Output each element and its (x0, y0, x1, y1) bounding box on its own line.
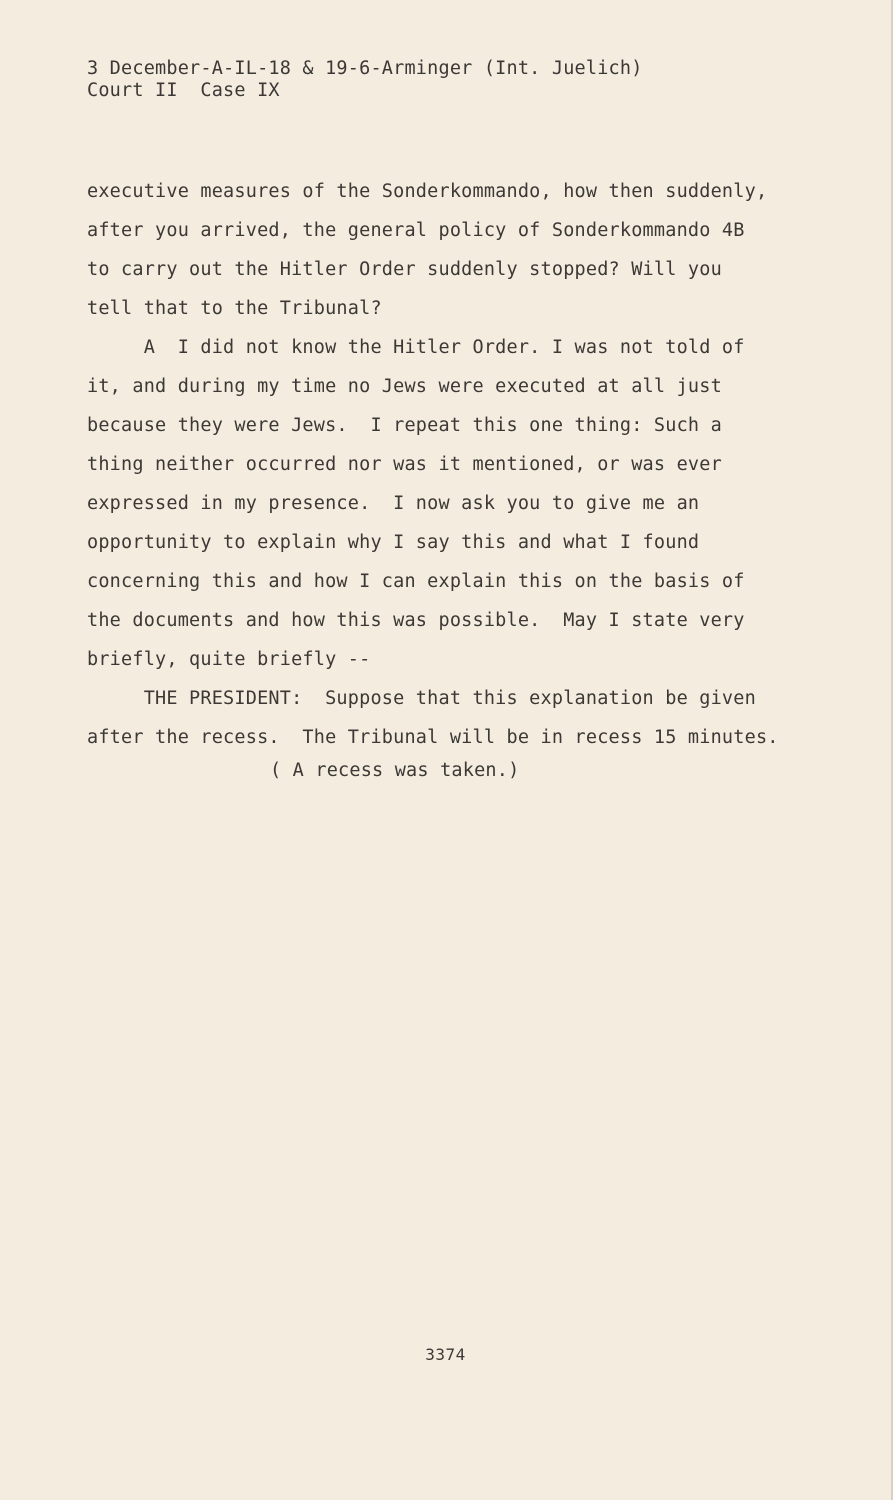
transcript-line: tell that to the Tribunal? (87, 298, 382, 319)
transcript-line: expressed in my presence. I now ask you to give me an (87, 493, 700, 514)
transcript-line: opportunity to explain why I say this and what I found (87, 532, 700, 553)
transcript-line: thing neither occurred nor was it mentioned, or was ever (87, 454, 722, 475)
transcript-line: THE PRESIDENT: Suppose that this explanation be given (87, 688, 756, 709)
transcript-line: the documents and how this was possible. May I state very (87, 610, 745, 631)
transcript-line: it, and during my time no Jews were executed at all just (87, 376, 722, 397)
header-line-1: 3 December-A-IL-18 & 19-6-Arminger (Int. Juelich) (87, 58, 643, 79)
transcript-line: concerning this and how I can explain this on the basis of (87, 571, 745, 592)
transcript-line: A I did not know the Hitler Order. I was not told of (87, 337, 745, 358)
recess-note: ( A recess was taken.) (270, 760, 520, 781)
page-number: 3374 (425, 1345, 466, 1364)
transcript-line: executive measures of the Sonderkommando, how then suddenly, (87, 181, 768, 202)
transcript-line: after you arrived, the general policy of Sonderkommando 4B (87, 220, 745, 241)
document-header (87, 58, 643, 102)
transcript-line: to carry out the Hitler Order suddenly stopped? Will you (87, 259, 722, 280)
transcript-line: because they were Jews. I repeat this one thing: Such a (87, 415, 722, 436)
transcript-line: after the recess. The Tribunal will be in recess 15 minutes. (87, 727, 779, 748)
header-line-2: Court II Case IX (87, 80, 280, 101)
transcript-line: briefly, quite briefly -- (87, 649, 371, 670)
transcript-body (87, 172, 807, 757)
